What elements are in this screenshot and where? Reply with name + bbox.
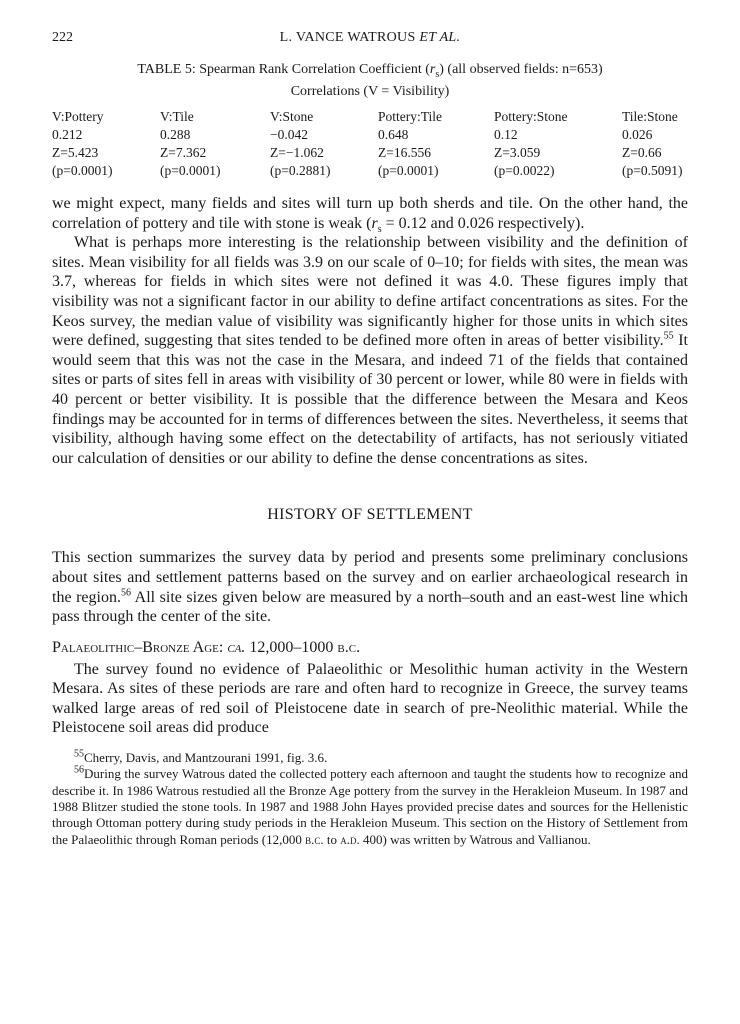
footnote-55: $^{55}$Cherry, Davis, and Mantzourani 1991, fig. 3.6. [74,748,328,766]
footnote-ref-56: 56 [120,587,131,599]
table-cell: 0.648 [378,127,409,142]
table-cell: Z=7.362 [160,145,207,160]
paragraph-1: we might expect, many fields and sites will turn up both sherds and tile. On the other hand, the correlation of pottery and tile with stone is weak ($r_s = 0.12$ and 0.026 respectively). [52,195,688,235]
page-number: 222 [52,30,73,45]
table-cell: Z=16.556 [378,145,431,160]
paragraph-2: What is perhaps more interesting is the relationship between visibility and the definition of sites. Mean visibility for all fields was 3.9 on our scale of 0–10; for fields with sites, the mean was 3.7, whereas for fields in which sites were not defined it was 4.0. These figures imply that visibility was not a significant factor in our ability to define artifact concentrations as sites. For the Keos survey, the median value of visibility was significantly higher for those units in which sites were defined, suggesting that sites tended to be defined more often in areas of better visibility.$^{55}$ It would seem that this was not the case in the Mesara, and indeed 71 of the fields that contained sites or parts of sites fell in areas with visibility of 30 percent or lower, while 80 were in fields with 40 percent or better visibility. It is possible that the difference between the Mesara and Keos findings may be accounted for in terms of differences between the sites. Nevertheless, it seems that visibility, although having some effect on the detectability of artifacts, has not seriously vitiated our calculation of densities or our ability to define the dense concentrations as sites. [52,234,689,467]
period-heading: Palaeolithic–Bronze Age: ca. 12,000–1000 b.c. [52,638,361,656]
table-row [52,126,688,144]
table-cell: Z=5.423 [52,145,99,160]
running-head [52,30,688,52]
paragraph-4: The survey found no evidence of Palaeolithic or Mesolithic human activity in the Western Mesara. As sites of these periods are rare and often hard to recognize in Greece, the survey teams walked large areas of red soil of Pleistocene date in search of pre-Neolithic material. While the Pleistocene soil areas did produce [52,660,688,737]
column-header: Pottery:Stone [494,109,568,124]
footnotes [52,750,688,848]
correlation-table [52,108,688,180]
paragraph-3: This section summarizes the survey data by period and presents some preliminary conclusions about sites and settlement patterns based on the survey and on earlier archaeological research in the region.$^{56}$ All site sizes given below are measured by a north–south and an east-west line which pass through the center of the site. [52,549,689,626]
table-cell: 0.026 [622,127,653,142]
table-cell: Z=−1.062 [270,145,324,160]
table-cell: (p=0.0001) [52,163,113,178]
page [52,30,688,848]
et-al: ET AL. [419,30,461,45]
column-header: V:Pottery [52,109,104,124]
table-cell: Z=3.059 [494,145,541,160]
table-cell: 0.288 [160,127,191,142]
column-header: V:Tile [160,109,194,124]
table-subtitle: Correlations (V = Visibility) [290,84,450,99]
table-cell: (p=0.0001) [378,163,439,178]
table-cell: 0.12 [494,127,518,142]
table-cell: −0.042 [270,127,308,142]
column-header: V:Stone [270,109,314,124]
table-cell: Z=0.66 [622,145,662,160]
column-header: Pottery:Tile [378,109,443,124]
table-row [52,162,688,180]
table-cell: (p=0.0022) [494,163,555,178]
running-title [52,30,688,46]
table-row [52,144,688,162]
footnote-56: $^{56}$During the survey Watrous dated the collected pottery each afternoon and taught the students how to recognize and describe it. In 1986 Watrous restudied all the Bronze Age pottery from the survey in the Herakleion Museum. In 1987 and 1988 Blitzer studied the stone tools. In 1987 and 1988 John Hayes provided precise dates and sources for the Hellenistic through Ottoman pottery during study periods in the Herakleion Museum. This section on the History of Settlement from the Palaeolithic through Roman periods (12,000 b.c. to a.d. 400) was written by Watrous and Vallianou. [52,765,688,847]
column-header: Tile:Stone [622,109,678,124]
table-header-row [52,108,688,126]
table-cell: (p=0.0001) [160,163,221,178]
table-cell: (p=0.2881) [270,163,331,178]
table-cell: (p=0.5091) [622,163,683,178]
table-cell: 0.212 [52,127,83,142]
table-caption: TABLE 5: Spearman Rank Correlation Coefficient $(r_s)$ (all observed fields: n=653) [137,62,603,80]
author-name: L. VANCE WATROUS [279,30,420,45]
section-heading: HISTORY OF SETTLEMENT [267,506,473,524]
footnote-ref-55: 55 [663,330,674,342]
